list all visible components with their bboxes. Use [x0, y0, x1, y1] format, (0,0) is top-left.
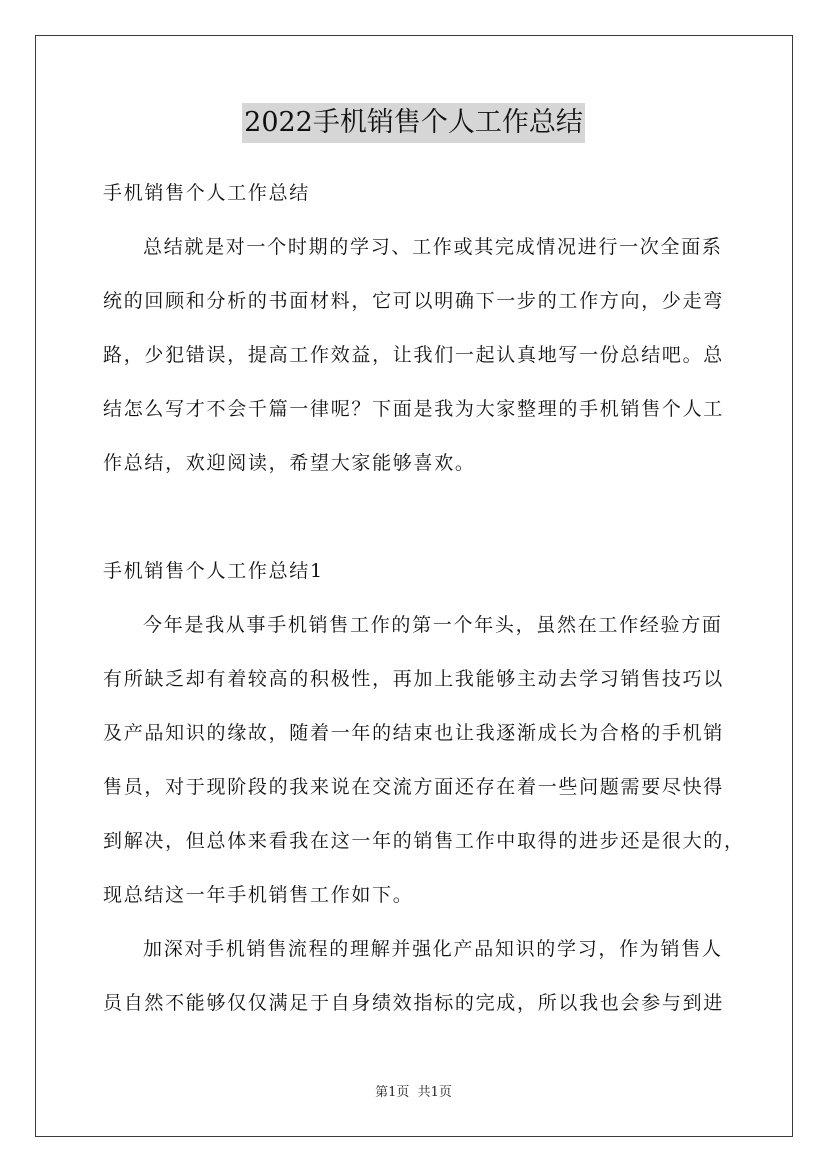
paragraph-line: 今年是我从事手机销售工作的第一个年头，虽然在工作经验方面 — [143, 614, 723, 636]
blank-line — [103, 490, 763, 544]
subtitle: 手机销售个人工作总结 — [103, 182, 311, 204]
title-container — [0, 103, 827, 143]
paragraph-line: 售员，对于现阶段的我来说在交流方面还存在着一些问题需要尽快得 — [103, 776, 725, 798]
paragraph-line: 加深对手机销售流程的理解并强化产品知识的学习，作为销售人 — [143, 938, 723, 960]
paragraph-line: 现总结这一年手机销售工作如下。 — [103, 884, 414, 906]
paragraph-line: 及产品知识的缘故，随着一年的结束也让我逐渐成长为合格的手机销 — [103, 722, 725, 744]
document-body — [103, 166, 763, 1030]
section-heading: 手机销售个人工作总结1 — [103, 560, 324, 582]
page-number-footer: 第1页 共1页 — [375, 1085, 452, 1100]
intro-line: 作总结，欢迎阅读，希望大家能够喜欢。 — [103, 452, 476, 474]
paragraph-line: 到解决，但总体来看我在这一年的销售工作中取得的进步还是很大的， — [103, 830, 745, 852]
intro-line: 总结就是对一个时期的学习、工作或其完成情况进行一次全面系 — [143, 236, 723, 258]
intro-line: 统的回顾和分析的书面材料，它可以明确下一步的工作方向，少走弯 — [103, 290, 725, 312]
paragraph-line: 员自然不能够仅仅满足于自身绩效指标的完成，所以我也会参与到进 — [103, 992, 725, 1014]
document-title: 2022手机销售个人工作总结 — [242, 103, 585, 143]
intro-line: 路，少犯错误，提高工作效益，让我们一起认真地写一份总结吧。总 — [103, 344, 725, 366]
paragraph-line: 有所缺乏却有着较高的积极性，再加上我能够主动去学习销售技巧以 — [103, 668, 725, 690]
intro-line: 结怎么写才不会千篇一律呢？下面是我为大家整理的手机销售个人工 — [103, 398, 725, 420]
